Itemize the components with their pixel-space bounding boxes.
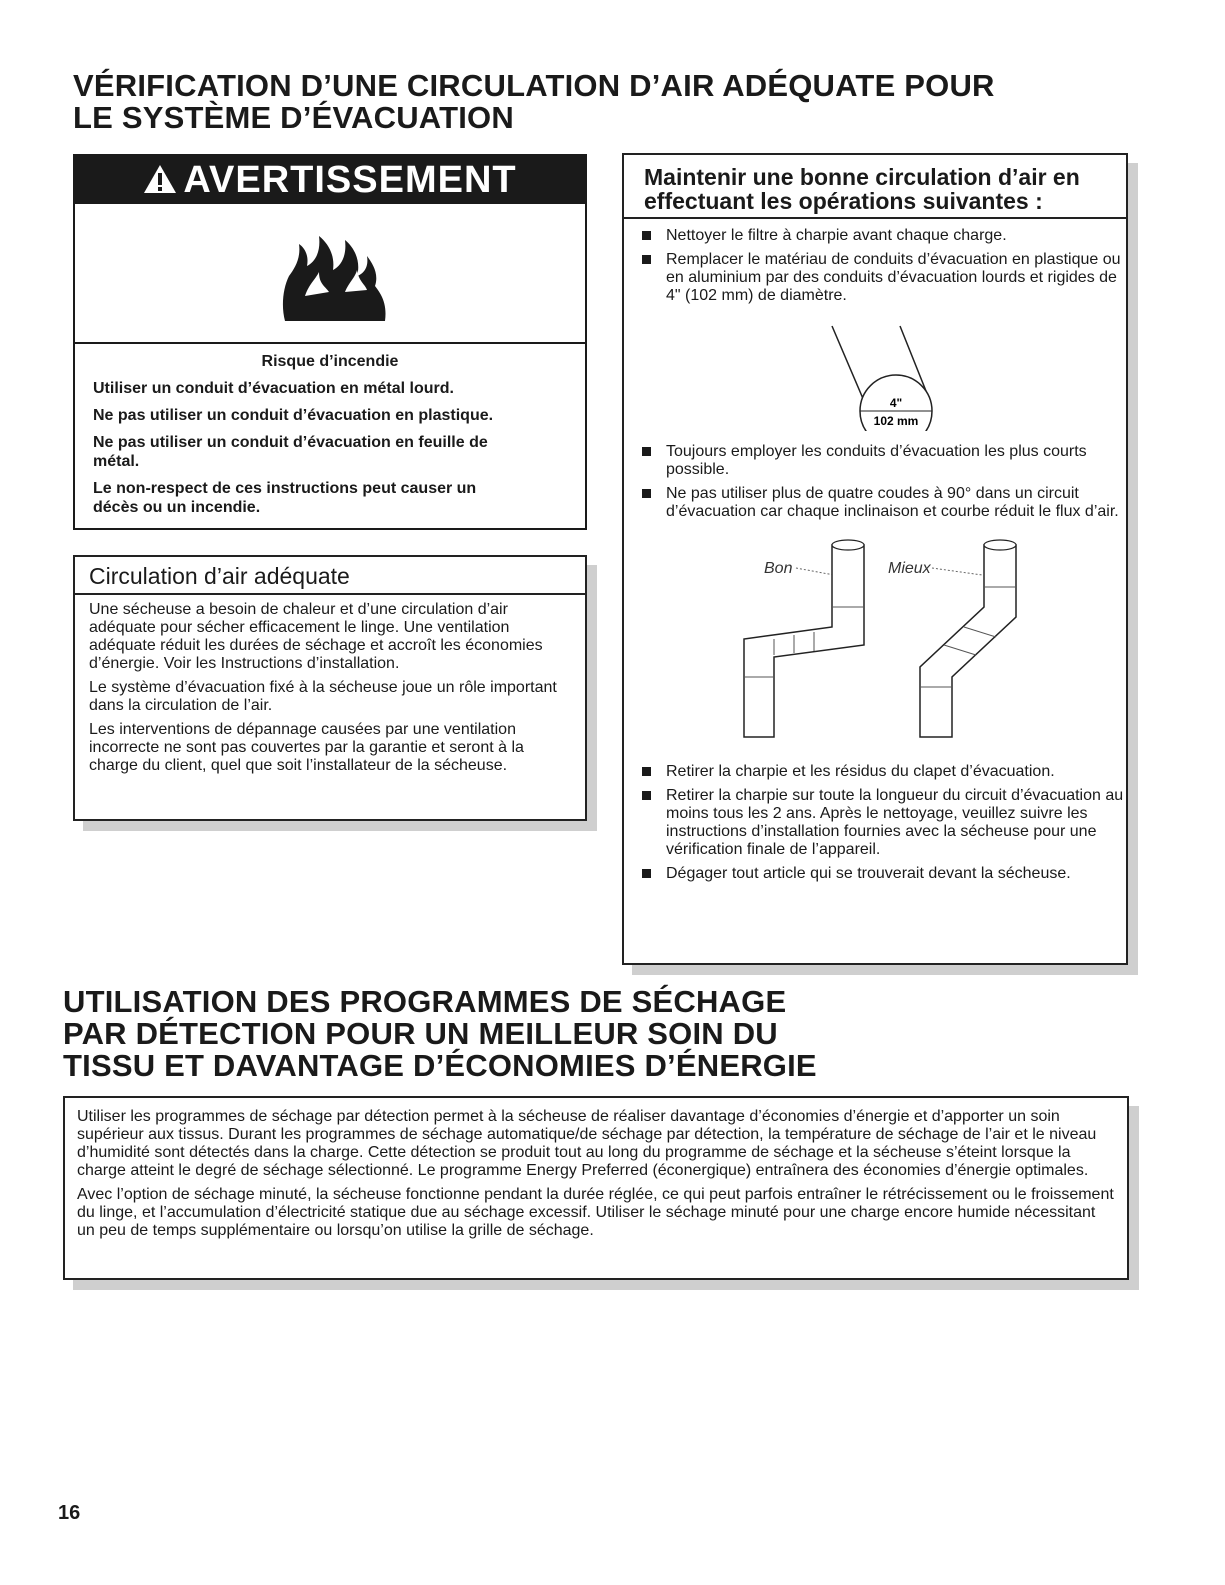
flame-icon (275, 226, 395, 326)
warning-body (75, 344, 585, 517)
list-item: Dégager tout article qui se trouverait devant la sécheuse. (624, 865, 1126, 883)
bullet-icon (642, 489, 651, 498)
warning-banner-text: AVERTISSEMENT (183, 159, 517, 201)
bullet-icon (642, 255, 651, 264)
warning-line: Ne pas utiliser un conduit d’évacuation en plastique. (93, 407, 494, 424)
warning-triangle-icon (143, 158, 177, 206)
warning-risk: Risque d’incendie (261, 353, 399, 370)
bullet-icon (642, 447, 651, 456)
list-item: Ne pas utiliser plus de quatre coudes à 90° dans un circuit d’évacuation car chaque inclinaison et courbe réduit le flux d’air. (624, 485, 1126, 521)
section2-title-line3: TISSU ET DAVANTAGE D’ÉCONOMIES D’ÉNERGIE (63, 1048, 817, 1083)
sensing-paragraph: Avec l’option de séchage minuté, la sécheuse fonctionne pendant la durée réglée, ce qui peut parfois entraîner le rétrécissement ou le froissement du linge, et l’accumulation d’électricité statique due au séchage excessif. Utiliser le séchage minuté pour une charge encore humide nécessitant un peu de temps supplémentaire ou lorsqu’on utilise la grille de séchage. (77, 1186, 1114, 1239)
maintain-bullets-c (624, 763, 1126, 883)
maintain-title: Maintenir une bonne circulation d’air en effectuant les opérations suivantes : (624, 155, 1126, 219)
bullet-icon (642, 231, 651, 240)
duct-diameter-diagram (624, 311, 1126, 431)
circulation-title: Circulation d’air adéquate (75, 557, 585, 595)
sensing-box (63, 1096, 1129, 1280)
label-good: Bon (764, 560, 793, 577)
label-better: Mieux (888, 560, 931, 577)
circulation-paragraph: Une sécheuse a besoin de chaleur et d’une circulation d’air adéquate pour sécher efficacement le linge. Une ventilation adéquate réduit les durées de séchage et accroît les économies d’énergie. Voir les Instructions d’installation. (89, 601, 543, 672)
section2-title-line2: PAR DÉTECTION POUR UN MEILLEUR SOIN DU (63, 1016, 778, 1051)
bullet-icon (642, 791, 651, 800)
list-item: Retirer la charpie sur toute la longueur du circuit d’évacuation au moins tous les 2 ans. Après le nettoyage, veuillez suivre les instructions d’installation fournies avec la sécheuse pour une vérification finale de l’appareil. (624, 787, 1126, 859)
list-item: Toujours employer les conduits d’évacuation les plus courts possible. (624, 443, 1126, 479)
bullet-icon (642, 869, 651, 878)
list-item: Nettoyer le filtre à charpie avant chaque charge. (624, 227, 1126, 245)
maintain-airflow-box (622, 153, 1128, 965)
list-item: Remplacer le matériau de conduits d’évacuation en plastique ou en aluminium par des conduits d’évacuation lourds et rigides de 4" (102 mm) de diamètre. (624, 251, 1126, 305)
warning-line: Le non-respect de ces instructions peut causer un décès ou un incendie. (93, 480, 477, 516)
sensing-paragraph: Utiliser les programmes de séchage par détection permet à la sécheuse de réaliser davantage d’économies d’énergie et d’apporter un soin supérieur aux tissus. Durant les programmes de séchage automatique/de séchage par détection, la température de séchage de l’air et le niveau d’humidité sont détectés dans la charge. Cette détection se produit tout au long du programme de séchage et la sécheuse s’éteint lorsque la charge atteint le degré de séchage sélectionné. Le programme Energy Preferred (éconergique) entraînera des économies d’énergie optimales. (77, 1108, 1097, 1179)
circulation-box (73, 555, 587, 821)
section-title-line2: LE SYSTÈME D’ÉVACUATION (73, 100, 514, 135)
bullet-icon (642, 767, 651, 776)
warning-line: Utiliser un conduit d’évacuation en métal lourd. (93, 380, 454, 397)
sensing-content (65, 1098, 1127, 1240)
list-item: Retirer la charpie et les résidus du clapet d’évacuation. (624, 763, 1126, 781)
duct-label-mm: 102 mm (873, 414, 919, 428)
maintain-bullets-b (624, 443, 1126, 521)
section2-title-line1: UTILISATION DES PROGRAMMES DE SÉCHAGE (63, 984, 787, 1019)
duct-label-inches: 4" (889, 396, 903, 410)
section-title-line1: VÉRIFICATION D’UNE CIRCULATION D’AIR ADÉQUATE POUR (73, 68, 995, 103)
page-number: 16 (58, 1502, 81, 1524)
warning-line: Ne pas utiliser un conduit d’évacuation en feuille de métal. (93, 434, 488, 470)
maintain-bullets-a (624, 227, 1126, 305)
section-title-venting (73, 70, 995, 134)
warning-box (73, 154, 587, 530)
circulation-paragraph: Les interventions de dépannage causées par une ventilation incorrecte ne sont pas couvertes par la garantie et seront à la charge du client, quel que soit l’installateur de la sécheuse. (89, 721, 524, 774)
section-title-sensing (63, 986, 817, 1082)
warning-banner (75, 156, 585, 204)
elbow-diagram (624, 527, 1126, 757)
flame-area (75, 204, 585, 344)
circulation-content (75, 595, 585, 787)
circulation-paragraph: Le système d’évacuation fixé à la sécheuse joue un rôle important dans la circulation de l’air. (89, 679, 557, 714)
